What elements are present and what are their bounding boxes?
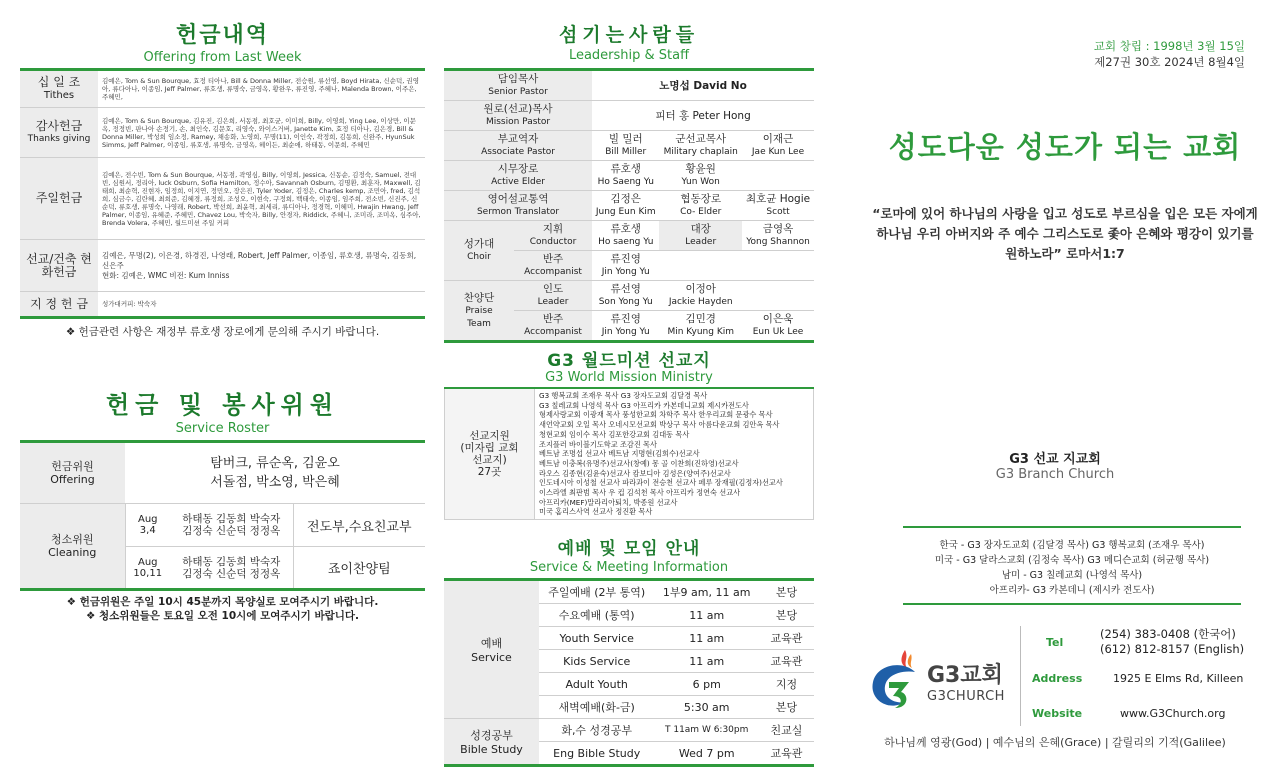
- service-time: 6 pm: [654, 673, 759, 696]
- mission-title: G3 월드미션 선교지: [547, 351, 711, 371]
- service-name: Kids Service: [539, 650, 654, 673]
- roster-team: 전도부,수요친교부: [293, 504, 425, 547]
- role-label: 반주 Accompanist: [514, 311, 592, 342]
- tel-label: Tel: [1046, 636, 1064, 649]
- table-row: [444, 281, 814, 311]
- leadership-table: [444, 68, 814, 343]
- staff-name: 김민경 Min Kyung Kim: [659, 311, 742, 342]
- service-place: 지정: [759, 673, 814, 696]
- bible-label: 성경공부 Bible Study: [444, 719, 539, 766]
- leadership-subtitle: Leadership & Staff: [568, 48, 690, 63]
- table-row: [20, 240, 425, 292]
- mission-list: [535, 388, 814, 520]
- staff-name: 이은욱 Eun Uk Lee: [742, 311, 814, 342]
- offering-names: 김예은, 전수빈, Tom & Sun Bourque, 서동점, 곽영심, Billy, 이영희, Jessica, 신동순, 김정숙, Samuel, 전대빈, 심원서, 정리아, luck Osburn, Sofia Hamilton, 정수아, Savannah Osburn, 김명환, 최훈자, Maxwell, 김태희, 최순혁, 진현자, 임정희, 이지연, 정민오, 장은진, Tyler Yoder, 김정은, Charles kemp, 조민아, fred, 김석희, 심금수, 김란혜, 최희준, 김혜경, 류정희, 조성오, 이현숙, 구정희, 백태숙, 이종임, 임주희, 전소빈, 신진주, 신순덕, 류호생, 류명숙, 나영래, Robert, 박선희, 최윤혁, 최세리, 류디아나, 정경혁, 이혜미, Hwajin Hwang, Jeff Palmer, 이종임, 유혜준, 주혜민, Chavez Lou, 박숙자, Billy, 안경자, Riddick, 주혜니, 조미라, 조미옥, 심주아, Brenda Volera, 주혜민, 월드미션 주일 커피: [98, 158, 425, 240]
- offering-names: 김예은, 무명(2), 이은경, 하경진, 나영래, Robert, Jeff Palmer, 이종임, 류호생, 류명숙, 김동희, 신은주 현화: 김예은, WMC 비전: Kum Inniss: [98, 240, 425, 292]
- bible-verse: “로마에 있어 하나님의 사랑을 입고 성도로 부르심을 입은 모든 자에게 하나님 우리 아버지와 주 예수 그리스도로 좇아 은혜와 평강이 있기를 원하노라” 로마서1:7: [872, 206, 1258, 261]
- date-line: 10,11: [133, 567, 163, 579]
- offering-label: [20, 240, 98, 292]
- mission-item: 베트남 이충복(유명주)선교사(창예) 몽 골 이찬희(진하영)선교사: [539, 458, 739, 468]
- mission-item: G3 칠레교회 나영석 목사 G3 아프리카 카본데니교회 제시카전도사: [539, 400, 749, 410]
- role-label: 시무장로 Active Elder: [444, 161, 592, 191]
- table-row: [444, 70, 814, 101]
- label-en: Thanks giving: [27, 133, 91, 144]
- table-row: [444, 101, 814, 131]
- divider: [1020, 626, 1021, 726]
- roster-offering-label: [20, 442, 125, 504]
- address-label: Address: [1032, 672, 1083, 685]
- names-line: 김정숙 신순덕 정정옥: [182, 567, 281, 580]
- mission-item: G3 행복교회 조재우 목사 G3 장자도교회 김달경 목사: [539, 391, 708, 400]
- service-subtitle: Service & Meeting Information: [529, 560, 729, 576]
- service-time: Wed 7 pm: [654, 742, 759, 766]
- service-time: 1부9 am, 11 am: [654, 580, 759, 604]
- offering-names: 김예은, Tom & Sun Bourque, 효정 티아나, Bill & Donna Miller, 전승원, 류선영, Boyd Hirata, 신순덕, 권영아, 류다아나, 이종임, Jeff Palmer, 류호생, 류명숙, 금영옥, 황완우, 류진영, 주혜나, Malenda Brown, 이주은, 주혜민,: [98, 70, 425, 108]
- staff-name: 류호생 Ho saeng Yu: [592, 221, 659, 251]
- label-ko: 감사헌금: [35, 118, 83, 133]
- service-time: 11 am: [654, 604, 759, 627]
- role-label: 담임목사 Senior Pastor: [444, 70, 592, 101]
- names-line: 김정숙 신순덕 정정옥: [182, 525, 281, 537]
- mission-item: 베트남 조명섭 선교사 베트남 지명현(김희수)선교사: [539, 449, 700, 459]
- table-row: [444, 191, 814, 221]
- branch-title: G3 선교 지교회: [1009, 452, 1101, 467]
- issue-number: 제27권 30호 2024년 8월4일: [1094, 55, 1245, 69]
- table-row: [445, 388, 814, 520]
- label-ko: 선교/건축 현화헌금: [26, 251, 92, 279]
- staff-name: 군선교목사 Military chaplain: [659, 131, 742, 161]
- mission-item: 청현교회 임이수 목사 김포한강교회 김대동 목사: [539, 429, 690, 439]
- table-row: [444, 719, 814, 742]
- logo-text: G3교회: [927, 663, 1003, 688]
- church-logo: [865, 646, 1020, 716]
- date-line: Aug: [137, 556, 158, 568]
- church-motto: 성도다운 성도가 되는 교회: [888, 130, 1242, 164]
- leadership-column: [444, 0, 814, 767]
- service-place: 본당: [759, 696, 814, 719]
- offering-table: [20, 68, 425, 319]
- table-row: [444, 161, 814, 191]
- service-title: 예배 및 모임 안내: [557, 539, 701, 560]
- table-row: [20, 442, 425, 504]
- mission-item: 미국 홈리스사역 선교사 정진환 목사: [539, 507, 653, 517]
- service-place: 교육관: [759, 650, 814, 673]
- senior-pastor-name: 노명섭 David No: [592, 70, 814, 101]
- table-row: [20, 292, 425, 318]
- mission-item: 새언약교회 오일 목사 오네시모선교회 박상구 목사 아름다운교회 김안옥 목사: [539, 420, 780, 430]
- staff-name: 김정은 Jung Eun Kim: [592, 191, 659, 221]
- branch-item: 한국 - G3 장자도교회 (김달경 목사) G3 행복교회 (조재우 목사): [939, 540, 1205, 551]
- tel-number: (612) 812-8157 (English): [1100, 642, 1245, 656]
- staff-name: 황윤원 Yun Won: [659, 161, 742, 191]
- tel-values: [1100, 627, 1244, 657]
- label-ko: 지 정 헌 금: [30, 296, 88, 311]
- staff-name: 금영옥 Yong Shannon: [742, 221, 814, 251]
- website-label: Website: [1032, 707, 1083, 720]
- label-ko: 헌금위원: [51, 460, 94, 473]
- church-info: [1094, 38, 1245, 70]
- mission-item: 라오스 김종현(김윤숙)선교사 캄보디아 김성은(양여주)선교사: [539, 468, 731, 478]
- website-link[interactable]: www.G3Church.org: [1120, 707, 1226, 720]
- mission-pastor-name: 피터 홍 Peter Hong: [592, 101, 814, 131]
- names-line: 하태동 김동희 박숙자: [182, 555, 281, 568]
- staff-name: 빌 밀러 Bill Miller: [592, 131, 659, 161]
- branch-item: 남미 - G3 칠레교회 (나영석 목사): [1001, 570, 1143, 581]
- roster-date: [125, 547, 170, 590]
- service-name: 새벽예배(화-금): [539, 696, 654, 719]
- service-place: 교육관: [759, 742, 814, 766]
- service-table: [444, 578, 814, 767]
- names-line: 서돌점, 박소영, 박은혜: [210, 475, 340, 490]
- mission-item: 아프리카(MEF)말라리아퇴치, 박종원 선교사: [539, 497, 678, 507]
- offering-label: [20, 292, 98, 318]
- offering-names: 성가대커피: 박숙자: [98, 292, 425, 318]
- role-label: 부교역자 Associate Pastor: [444, 131, 592, 161]
- role-label: 원로(선교)목사 Mission Pastor: [444, 101, 592, 131]
- logo-subtext: G3CHURCH: [927, 689, 1005, 704]
- mission-item: 이스라엘 최판범 목사 우 컵 김석천 목사 아프리카 정연숙 선교사: [539, 488, 741, 498]
- roster-names: [170, 547, 293, 590]
- role-label: 대장 Leader: [659, 221, 742, 251]
- label-ko: 청소위원: [50, 533, 94, 546]
- mission-subtitle: G3 World Mission Ministry: [545, 370, 713, 385]
- label-en: Offering: [50, 473, 95, 486]
- founded-date: 교회 창립 : 1998년 3월 15일: [1093, 39, 1245, 53]
- table-row: [444, 221, 814, 251]
- roster-title: 헌금 및 봉사위원: [106, 391, 339, 419]
- label-en: Cleaning: [48, 546, 97, 559]
- table-row: [444, 580, 814, 604]
- staff-name: 류선영 Son Yong Yu: [592, 281, 659, 311]
- leadership-title: 섬기는사람들: [558, 24, 700, 46]
- table-row: [444, 131, 814, 161]
- staff-name: 류진영 Jin Yong Yu: [592, 251, 659, 281]
- label-en: Tithes: [43, 90, 75, 101]
- offering-subtitle: Offering from Last Week: [143, 50, 302, 65]
- service-name: 수요예배 (통역): [539, 604, 654, 627]
- staff-name: 이재근 Jae Kun Lee: [742, 131, 814, 161]
- address-value: 1925 E Elms Rd, Killeen: [1113, 672, 1244, 685]
- roster-names: [170, 504, 293, 547]
- table-row: [20, 158, 425, 240]
- staff-name: 협동장로 Co- Elder: [659, 191, 742, 221]
- staff-name: 이정아 Jackie Hayden: [659, 281, 742, 311]
- role-label: 영어설교통역 Sermon Translator: [444, 191, 592, 221]
- staff-name: 류진영 Jin Yong Yu: [592, 311, 659, 342]
- service-time: 5:30 am: [654, 696, 759, 719]
- mission-table: [444, 387, 814, 520]
- offering-column: [20, 0, 425, 623]
- roster-note: ❖ 청소위원들은 토요일 오전 10시에 모여주시기 바랍니다.: [85, 610, 360, 622]
- service-place: 본당: [759, 580, 814, 604]
- tel-number: (254) 383-0408 (한국어): [1100, 627, 1236, 641]
- table-row: [20, 504, 425, 547]
- g3-logo-icon: [865, 646, 923, 714]
- names-line: 하태동 김동희 박숙자: [182, 513, 281, 525]
- offering-label: [20, 108, 98, 158]
- role-label: 성가대 Choir: [444, 221, 514, 281]
- branch-list: [903, 526, 1241, 605]
- service-name: Adult Youth: [539, 673, 654, 696]
- date-line: Aug: [137, 514, 158, 525]
- mission-item: 인도네시아 이성철 선교사 파라과이 전승천 선교사 페루 장재필(김정자)선교사: [539, 478, 783, 488]
- service-label: 예배 Service: [444, 580, 539, 719]
- label-ko: 십 일 조: [37, 75, 81, 89]
- mission-item: 형제사랑교회 이광재 목사 풍성한교회 차학주 목사 한우리교회 문광수 목사: [539, 410, 773, 420]
- role-label: 반주 Accompanist: [514, 251, 592, 281]
- role-label: 지휘 Conductor: [514, 221, 592, 251]
- names-line: 탐버크, 류순옥, 김윤오: [210, 456, 340, 471]
- offering-names: 김예은, Tom & Sun Bourque, 김유진, 김은희, 서동점, 최호균, 이미희, Billy, 이영희, Ying Lee, 이상만, 이문옥, 정정빈, 판나아 손정기, 손, 최인숙, 김문호, 리영숙, 와이스거버, Janette Kim, 효정 티아나, 김은경, Bill & Donna Miller, 박성희 임소정, Ramey, 채송화, 노영희, 무명(11), 이인숙, 곽정희, 김동희, 신완주, HyunSuk Simms, Jeff Palmer, 이종임, 류호생, 류명숙, 금영옥, 헤이든, 최순애, 하태동, 이문희, 주혜민: [98, 108, 425, 158]
- service-place: 본당: [759, 604, 814, 627]
- service-place: 교육관: [759, 627, 814, 650]
- offering-label: [20, 70, 98, 108]
- roster-table: [20, 440, 425, 591]
- service-name: 주일예배 (2부 통역): [539, 580, 654, 604]
- branch-subtitle: G3 Branch Church: [995, 467, 1115, 482]
- label-ko: 주일헌금: [35, 191, 83, 205]
- offering-title: 헌금내역: [175, 23, 269, 48]
- roster-offering-names: [125, 442, 425, 504]
- mission-item: 조지플러 바이블기도학교 조감진 목사: [539, 439, 657, 449]
- service-place: 친교실: [759, 719, 814, 742]
- mission-label: 선교지원 (미자립 교회 선교지) 27곳: [445, 388, 535, 520]
- church-slogan: 하나님께 영광(God) | 예수님의 은혜(Grace) | 갈릴리의 기적(Galilee): [884, 736, 1226, 749]
- service-name: Eng Bible Study: [539, 742, 654, 766]
- roster-date: [125, 504, 170, 547]
- role-label: 인도 Leader: [514, 281, 592, 311]
- service-time: T 11am W 6:30pm: [654, 719, 759, 742]
- staff-name: 류호생 Ho Saeng Yu: [592, 161, 659, 191]
- branch-item: 미국 - G3 달라스교회 (김정숙 목사) G3 메디슨교회 (허균행 목사): [934, 555, 1210, 566]
- service-name: 화,수 성경공부: [539, 719, 654, 742]
- roster-notes: [20, 595, 425, 623]
- role-label: 찬양단 Praise Team: [444, 281, 514, 342]
- offering-label: [20, 158, 98, 240]
- staff-name: 최호균 Hogie Scott: [742, 191, 814, 221]
- table-row: [20, 108, 425, 158]
- service-time: 11 am: [654, 650, 759, 673]
- date-line: 3,4: [139, 525, 156, 536]
- roster-note: ❖ 헌금위원은 주일 10시 45분까지 목양실로 모여주시기 바랍니다.: [66, 596, 379, 608]
- table-row: [20, 70, 425, 108]
- branch-header: [850, 448, 1260, 482]
- service-name: Youth Service: [539, 627, 654, 650]
- service-time: 11 am: [654, 627, 759, 650]
- offering-note: ❖ 헌금관련 사항은 재정부 류호생 장로에게 문의해 주시기 바랍니다.: [65, 326, 380, 338]
- roster-subtitle: Service Roster: [175, 421, 270, 436]
- roster-cleaning-label: [20, 504, 125, 590]
- branch-item: 아프리카- G3 카본데니 (제시카 전도사): [989, 585, 1155, 596]
- roster-team: 죠이찬양팀: [293, 547, 425, 590]
